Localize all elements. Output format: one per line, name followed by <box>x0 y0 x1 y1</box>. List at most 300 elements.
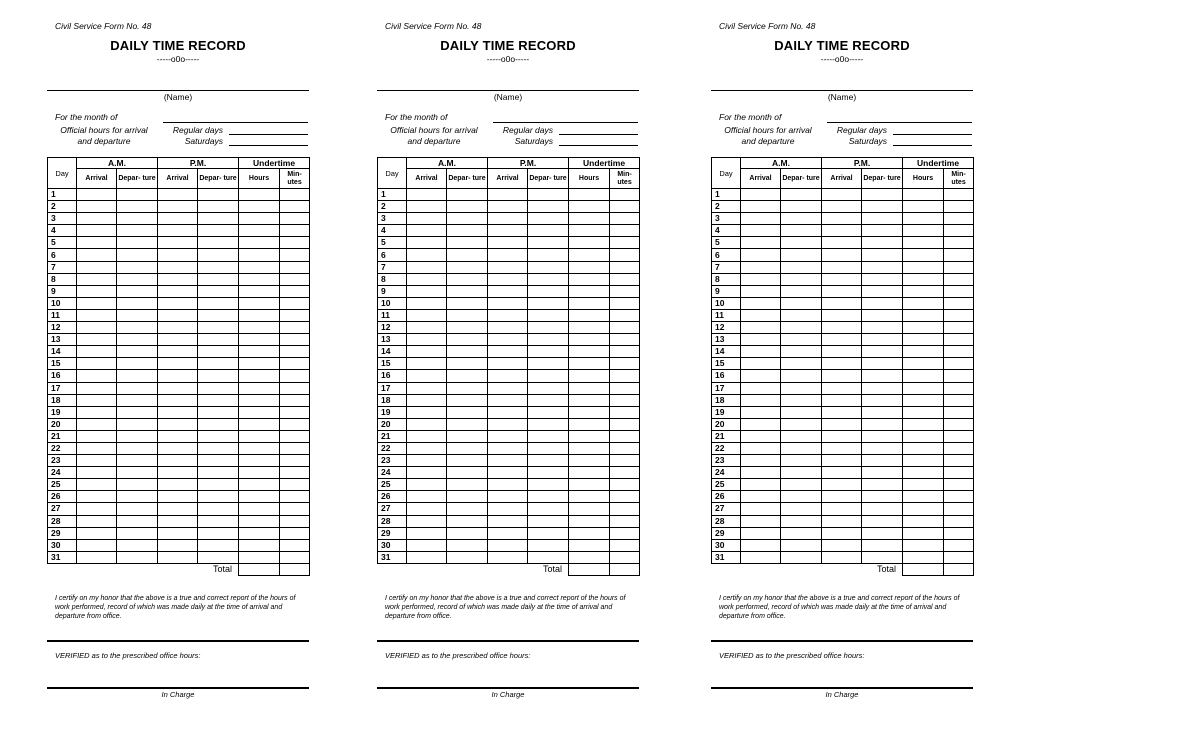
am-departure-cell[interactable] <box>117 455 158 467</box>
pm-arrival-cell[interactable] <box>488 394 528 406</box>
pm-arrival-cell[interactable] <box>488 237 528 249</box>
am-departure-cell[interactable] <box>781 334 822 346</box>
am-arrival-cell[interactable] <box>407 418 447 430</box>
undertime-hours-cell[interactable] <box>569 249 610 261</box>
pm-arrival-cell[interactable] <box>822 551 862 563</box>
undertime-minutes-cell[interactable] <box>610 382 640 394</box>
pm-arrival-cell[interactable] <box>488 527 528 539</box>
undertime-hours-cell[interactable] <box>569 491 610 503</box>
undertime-hours-cell[interactable] <box>903 467 944 479</box>
pm-arrival-cell[interactable] <box>158 189 198 201</box>
undertime-minutes-cell[interactable] <box>280 406 310 418</box>
am-arrival-cell[interactable] <box>741 455 781 467</box>
pm-departure-cell[interactable] <box>862 201 903 213</box>
undertime-minutes-cell[interactable] <box>280 418 310 430</box>
am-arrival-cell[interactable] <box>77 261 117 273</box>
am-arrival-cell[interactable] <box>407 249 447 261</box>
am-departure-cell[interactable] <box>117 479 158 491</box>
am-departure-cell[interactable] <box>781 418 822 430</box>
am-departure-cell[interactable] <box>117 358 158 370</box>
am-departure-cell[interactable] <box>781 201 822 213</box>
am-arrival-cell[interactable] <box>407 309 447 321</box>
am-departure-cell[interactable] <box>447 261 488 273</box>
pm-departure-cell[interactable] <box>528 382 569 394</box>
am-departure-cell[interactable] <box>447 297 488 309</box>
am-arrival-cell[interactable] <box>407 237 447 249</box>
am-departure-cell[interactable] <box>117 309 158 321</box>
pm-arrival-cell[interactable] <box>488 225 528 237</box>
undertime-minutes-cell[interactable] <box>610 322 640 334</box>
pm-departure-cell[interactable] <box>528 334 569 346</box>
am-arrival-cell[interactable] <box>407 189 447 201</box>
undertime-minutes-cell[interactable] <box>944 382 974 394</box>
am-departure-cell[interactable] <box>447 382 488 394</box>
pm-departure-cell[interactable] <box>862 261 903 273</box>
undertime-hours-cell[interactable] <box>903 394 944 406</box>
am-arrival-cell[interactable] <box>741 515 781 527</box>
am-departure-cell[interactable] <box>781 346 822 358</box>
undertime-hours-cell[interactable] <box>239 213 280 225</box>
am-arrival-cell[interactable] <box>407 334 447 346</box>
pm-arrival-cell[interactable] <box>158 225 198 237</box>
am-arrival-cell[interactable] <box>407 297 447 309</box>
pm-arrival-cell[interactable] <box>158 285 198 297</box>
am-arrival-cell[interactable] <box>741 527 781 539</box>
am-arrival-cell[interactable] <box>77 503 117 515</box>
undertime-minutes-cell[interactable] <box>944 503 974 515</box>
pm-arrival-cell[interactable] <box>158 430 198 442</box>
am-arrival-cell[interactable] <box>77 249 117 261</box>
undertime-hours-cell[interactable] <box>569 515 610 527</box>
am-departure-cell[interactable] <box>447 394 488 406</box>
undertime-hours-cell[interactable] <box>569 237 610 249</box>
undertime-hours-cell[interactable] <box>239 527 280 539</box>
pm-departure-cell[interactable] <box>198 346 239 358</box>
pm-arrival-cell[interactable] <box>488 346 528 358</box>
pm-arrival-cell[interactable] <box>488 406 528 418</box>
pm-departure-cell[interactable] <box>528 189 569 201</box>
am-departure-cell[interactable] <box>781 442 822 454</box>
undertime-minutes-cell[interactable] <box>610 455 640 467</box>
am-arrival-cell[interactable] <box>77 551 117 563</box>
am-departure-cell[interactable] <box>447 479 488 491</box>
am-departure-cell[interactable] <box>117 285 158 297</box>
pm-departure-cell[interactable] <box>862 442 903 454</box>
pm-departure-cell[interactable] <box>862 382 903 394</box>
pm-arrival-cell[interactable] <box>488 358 528 370</box>
undertime-hours-cell[interactable] <box>903 189 944 201</box>
undertime-minutes-cell[interactable] <box>944 394 974 406</box>
am-arrival-cell[interactable] <box>77 346 117 358</box>
month-field-line[interactable] <box>493 122 638 123</box>
undertime-hours-cell[interactable] <box>903 225 944 237</box>
undertime-hours-cell[interactable] <box>569 273 610 285</box>
saturdays-field-line[interactable] <box>893 145 972 146</box>
am-arrival-cell[interactable] <box>741 539 781 551</box>
pm-departure-cell[interactable] <box>528 213 569 225</box>
pm-arrival-cell[interactable] <box>822 346 862 358</box>
undertime-hours-cell[interactable] <box>239 491 280 503</box>
undertime-hours-cell[interactable] <box>239 455 280 467</box>
pm-departure-cell[interactable] <box>862 527 903 539</box>
undertime-hours-cell[interactable] <box>569 309 610 321</box>
undertime-hours-cell[interactable] <box>239 442 280 454</box>
pm-departure-cell[interactable] <box>528 322 569 334</box>
am-arrival-cell[interactable] <box>741 442 781 454</box>
am-departure-cell[interactable] <box>781 261 822 273</box>
am-arrival-cell[interactable] <box>741 297 781 309</box>
undertime-hours-cell[interactable] <box>903 539 944 551</box>
am-arrival-cell[interactable] <box>77 322 117 334</box>
pm-departure-cell[interactable] <box>862 491 903 503</box>
am-arrival-cell[interactable] <box>741 213 781 225</box>
pm-arrival-cell[interactable] <box>822 249 862 261</box>
undertime-hours-cell[interactable] <box>239 539 280 551</box>
undertime-minutes-cell[interactable] <box>280 455 310 467</box>
am-arrival-cell[interactable] <box>741 285 781 297</box>
am-arrival-cell[interactable] <box>77 213 117 225</box>
pm-departure-cell[interactable] <box>862 479 903 491</box>
total-minutes-cell[interactable] <box>610 563 640 575</box>
am-departure-cell[interactable] <box>781 515 822 527</box>
undertime-hours-cell[interactable] <box>903 527 944 539</box>
undertime-hours-cell[interactable] <box>239 467 280 479</box>
pm-departure-cell[interactable] <box>862 394 903 406</box>
undertime-minutes-cell[interactable] <box>610 189 640 201</box>
am-departure-cell[interactable] <box>781 406 822 418</box>
am-arrival-cell[interactable] <box>77 539 117 551</box>
in-charge-signature-line[interactable] <box>711 687 973 689</box>
undertime-hours-cell[interactable] <box>903 273 944 285</box>
undertime-minutes-cell[interactable] <box>944 370 974 382</box>
am-departure-cell[interactable] <box>447 551 488 563</box>
pm-arrival-cell[interactable] <box>822 455 862 467</box>
in-charge-signature-line[interactable] <box>377 687 639 689</box>
undertime-minutes-cell[interactable] <box>280 394 310 406</box>
pm-departure-cell[interactable] <box>198 467 239 479</box>
pm-departure-cell[interactable] <box>198 213 239 225</box>
undertime-minutes-cell[interactable] <box>280 273 310 285</box>
pm-arrival-cell[interactable] <box>822 539 862 551</box>
pm-arrival-cell[interactable] <box>158 394 198 406</box>
pm-departure-cell[interactable] <box>198 249 239 261</box>
pm-departure-cell[interactable] <box>528 406 569 418</box>
am-departure-cell[interactable] <box>117 249 158 261</box>
am-departure-cell[interactable] <box>447 406 488 418</box>
undertime-minutes-cell[interactable] <box>280 382 310 394</box>
undertime-minutes-cell[interactable] <box>944 527 974 539</box>
am-departure-cell[interactable] <box>447 213 488 225</box>
am-departure-cell[interactable] <box>781 455 822 467</box>
undertime-minutes-cell[interactable] <box>610 442 640 454</box>
am-departure-cell[interactable] <box>117 261 158 273</box>
undertime-minutes-cell[interactable] <box>610 297 640 309</box>
am-arrival-cell[interactable] <box>407 370 447 382</box>
am-departure-cell[interactable] <box>117 322 158 334</box>
pm-arrival-cell[interactable] <box>822 467 862 479</box>
pm-arrival-cell[interactable] <box>822 394 862 406</box>
undertime-minutes-cell[interactable] <box>280 213 310 225</box>
pm-departure-cell[interactable] <box>198 309 239 321</box>
pm-departure-cell[interactable] <box>862 237 903 249</box>
undertime-minutes-cell[interactable] <box>944 430 974 442</box>
pm-departure-cell[interactable] <box>862 309 903 321</box>
undertime-minutes-cell[interactable] <box>280 237 310 249</box>
undertime-hours-cell[interactable] <box>239 249 280 261</box>
undertime-minutes-cell[interactable] <box>280 249 310 261</box>
pm-arrival-cell[interactable] <box>822 503 862 515</box>
am-arrival-cell[interactable] <box>407 442 447 454</box>
undertime-minutes-cell[interactable] <box>944 418 974 430</box>
pm-arrival-cell[interactable] <box>158 491 198 503</box>
pm-arrival-cell[interactable] <box>488 370 528 382</box>
am-departure-cell[interactable] <box>447 358 488 370</box>
total-hours-cell[interactable] <box>239 563 280 575</box>
undertime-minutes-cell[interactable] <box>944 358 974 370</box>
am-departure-cell[interactable] <box>447 249 488 261</box>
am-departure-cell[interactable] <box>117 213 158 225</box>
saturdays-field-line[interactable] <box>229 145 308 146</box>
undertime-minutes-cell[interactable] <box>280 503 310 515</box>
pm-departure-cell[interactable] <box>198 237 239 249</box>
undertime-hours-cell[interactable] <box>239 370 280 382</box>
am-departure-cell[interactable] <box>117 515 158 527</box>
regular-days-field-line[interactable] <box>893 134 972 135</box>
am-departure-cell[interactable] <box>117 418 158 430</box>
am-arrival-cell[interactable] <box>77 406 117 418</box>
pm-departure-cell[interactable] <box>862 551 903 563</box>
undertime-minutes-cell[interactable] <box>280 189 310 201</box>
am-departure-cell[interactable] <box>781 527 822 539</box>
pm-arrival-cell[interactable] <box>822 273 862 285</box>
am-arrival-cell[interactable] <box>77 225 117 237</box>
undertime-hours-cell[interactable] <box>569 551 610 563</box>
am-arrival-cell[interactable] <box>77 297 117 309</box>
undertime-hours-cell[interactable] <box>569 285 610 297</box>
undertime-minutes-cell[interactable] <box>610 261 640 273</box>
am-departure-cell[interactable] <box>781 322 822 334</box>
pm-departure-cell[interactable] <box>528 261 569 273</box>
pm-arrival-cell[interactable] <box>488 539 528 551</box>
undertime-hours-cell[interactable] <box>239 237 280 249</box>
undertime-minutes-cell[interactable] <box>280 309 310 321</box>
pm-arrival-cell[interactable] <box>158 261 198 273</box>
pm-departure-cell[interactable] <box>198 370 239 382</box>
pm-departure-cell[interactable] <box>528 539 569 551</box>
am-arrival-cell[interactable] <box>77 358 117 370</box>
pm-arrival-cell[interactable] <box>158 358 198 370</box>
am-arrival-cell[interactable] <box>77 309 117 321</box>
undertime-minutes-cell[interactable] <box>944 455 974 467</box>
undertime-hours-cell[interactable] <box>569 539 610 551</box>
undertime-minutes-cell[interactable] <box>944 189 974 201</box>
am-departure-cell[interactable] <box>781 394 822 406</box>
am-arrival-cell[interactable] <box>77 479 117 491</box>
employee-signature-line[interactable] <box>711 640 973 642</box>
pm-arrival-cell[interactable] <box>488 551 528 563</box>
pm-departure-cell[interactable] <box>862 225 903 237</box>
am-departure-cell[interactable] <box>447 201 488 213</box>
undertime-hours-cell[interactable] <box>239 334 280 346</box>
pm-arrival-cell[interactable] <box>488 249 528 261</box>
undertime-minutes-cell[interactable] <box>280 515 310 527</box>
pm-departure-cell[interactable] <box>198 382 239 394</box>
undertime-hours-cell[interactable] <box>903 503 944 515</box>
pm-departure-cell[interactable] <box>862 285 903 297</box>
undertime-hours-cell[interactable] <box>903 334 944 346</box>
pm-arrival-cell[interactable] <box>158 346 198 358</box>
undertime-minutes-cell[interactable] <box>610 358 640 370</box>
pm-departure-cell[interactable] <box>528 442 569 454</box>
pm-arrival-cell[interactable] <box>488 382 528 394</box>
pm-departure-cell[interactable] <box>528 297 569 309</box>
pm-departure-cell[interactable] <box>198 334 239 346</box>
am-departure-cell[interactable] <box>781 237 822 249</box>
undertime-hours-cell[interactable] <box>569 346 610 358</box>
pm-arrival-cell[interactable] <box>488 430 528 442</box>
pm-arrival-cell[interactable] <box>488 189 528 201</box>
am-arrival-cell[interactable] <box>741 273 781 285</box>
undertime-minutes-cell[interactable] <box>944 297 974 309</box>
am-departure-cell[interactable] <box>447 322 488 334</box>
pm-arrival-cell[interactable] <box>822 261 862 273</box>
pm-arrival-cell[interactable] <box>822 334 862 346</box>
undertime-minutes-cell[interactable] <box>610 309 640 321</box>
pm-departure-cell[interactable] <box>862 297 903 309</box>
pm-departure-cell[interactable] <box>528 418 569 430</box>
am-arrival-cell[interactable] <box>741 370 781 382</box>
am-departure-cell[interactable] <box>117 491 158 503</box>
undertime-hours-cell[interactable] <box>239 358 280 370</box>
pm-departure-cell[interactable] <box>862 189 903 201</box>
undertime-minutes-cell[interactable] <box>280 201 310 213</box>
undertime-hours-cell[interactable] <box>239 225 280 237</box>
pm-departure-cell[interactable] <box>862 358 903 370</box>
am-departure-cell[interactable] <box>447 430 488 442</box>
pm-departure-cell[interactable] <box>198 406 239 418</box>
undertime-hours-cell[interactable] <box>903 455 944 467</box>
pm-departure-cell[interactable] <box>198 189 239 201</box>
pm-departure-cell[interactable] <box>198 515 239 527</box>
am-arrival-cell[interactable] <box>741 418 781 430</box>
pm-arrival-cell[interactable] <box>822 309 862 321</box>
am-departure-cell[interactable] <box>781 467 822 479</box>
pm-arrival-cell[interactable] <box>488 213 528 225</box>
undertime-hours-cell[interactable] <box>239 285 280 297</box>
undertime-minutes-cell[interactable] <box>944 225 974 237</box>
undertime-hours-cell[interactable] <box>569 189 610 201</box>
am-departure-cell[interactable] <box>117 382 158 394</box>
pm-departure-cell[interactable] <box>528 467 569 479</box>
pm-arrival-cell[interactable] <box>488 491 528 503</box>
pm-departure-cell[interactable] <box>862 430 903 442</box>
undertime-minutes-cell[interactable] <box>280 539 310 551</box>
undertime-hours-cell[interactable] <box>903 322 944 334</box>
undertime-hours-cell[interactable] <box>569 430 610 442</box>
undertime-hours-cell[interactable] <box>239 515 280 527</box>
undertime-hours-cell[interactable] <box>569 382 610 394</box>
am-arrival-cell[interactable] <box>77 418 117 430</box>
pm-departure-cell[interactable] <box>528 503 569 515</box>
am-departure-cell[interactable] <box>781 285 822 297</box>
undertime-hours-cell[interactable] <box>903 309 944 321</box>
pm-departure-cell[interactable] <box>528 285 569 297</box>
undertime-minutes-cell[interactable] <box>610 225 640 237</box>
pm-arrival-cell[interactable] <box>158 551 198 563</box>
pm-arrival-cell[interactable] <box>822 201 862 213</box>
undertime-minutes-cell[interactable] <box>280 467 310 479</box>
undertime-minutes-cell[interactable] <box>610 406 640 418</box>
am-departure-cell[interactable] <box>117 503 158 515</box>
am-departure-cell[interactable] <box>117 334 158 346</box>
undertime-minutes-cell[interactable] <box>610 430 640 442</box>
month-field-line[interactable] <box>827 122 972 123</box>
pm-arrival-cell[interactable] <box>158 249 198 261</box>
pm-arrival-cell[interactable] <box>158 406 198 418</box>
undertime-hours-cell[interactable] <box>903 370 944 382</box>
undertime-hours-cell[interactable] <box>903 285 944 297</box>
pm-departure-cell[interactable] <box>862 539 903 551</box>
am-departure-cell[interactable] <box>117 273 158 285</box>
pm-departure-cell[interactable] <box>862 273 903 285</box>
employee-signature-line[interactable] <box>47 640 309 642</box>
month-field-line[interactable] <box>163 122 308 123</box>
total-hours-cell[interactable] <box>569 563 610 575</box>
am-arrival-cell[interactable] <box>741 309 781 321</box>
pm-arrival-cell[interactable] <box>488 322 528 334</box>
am-arrival-cell[interactable] <box>407 201 447 213</box>
undertime-hours-cell[interactable] <box>239 346 280 358</box>
undertime-minutes-cell[interactable] <box>280 479 310 491</box>
pm-arrival-cell[interactable] <box>822 297 862 309</box>
pm-departure-cell[interactable] <box>198 539 239 551</box>
am-departure-cell[interactable] <box>117 201 158 213</box>
undertime-hours-cell[interactable] <box>239 201 280 213</box>
pm-departure-cell[interactable] <box>862 515 903 527</box>
undertime-hours-cell[interactable] <box>239 322 280 334</box>
undertime-minutes-cell[interactable] <box>944 467 974 479</box>
am-departure-cell[interactable] <box>117 225 158 237</box>
am-departure-cell[interactable] <box>447 442 488 454</box>
am-departure-cell[interactable] <box>117 370 158 382</box>
am-arrival-cell[interactable] <box>407 394 447 406</box>
undertime-minutes-cell[interactable] <box>280 346 310 358</box>
pm-arrival-cell[interactable] <box>158 503 198 515</box>
pm-arrival-cell[interactable] <box>158 515 198 527</box>
am-arrival-cell[interactable] <box>407 479 447 491</box>
pm-arrival-cell[interactable] <box>488 334 528 346</box>
am-departure-cell[interactable] <box>447 515 488 527</box>
pm-arrival-cell[interactable] <box>822 237 862 249</box>
am-arrival-cell[interactable] <box>407 430 447 442</box>
total-hours-cell[interactable] <box>903 563 944 575</box>
am-arrival-cell[interactable] <box>407 406 447 418</box>
undertime-minutes-cell[interactable] <box>280 430 310 442</box>
pm-arrival-cell[interactable] <box>822 382 862 394</box>
pm-arrival-cell[interactable] <box>822 442 862 454</box>
am-arrival-cell[interactable] <box>77 515 117 527</box>
am-arrival-cell[interactable] <box>407 261 447 273</box>
undertime-minutes-cell[interactable] <box>944 539 974 551</box>
pm-arrival-cell[interactable] <box>488 479 528 491</box>
undertime-minutes-cell[interactable] <box>944 346 974 358</box>
am-departure-cell[interactable] <box>117 527 158 539</box>
am-departure-cell[interactable] <box>781 539 822 551</box>
pm-arrival-cell[interactable] <box>822 406 862 418</box>
pm-arrival-cell[interactable] <box>822 322 862 334</box>
am-arrival-cell[interactable] <box>77 285 117 297</box>
pm-arrival-cell[interactable] <box>158 322 198 334</box>
